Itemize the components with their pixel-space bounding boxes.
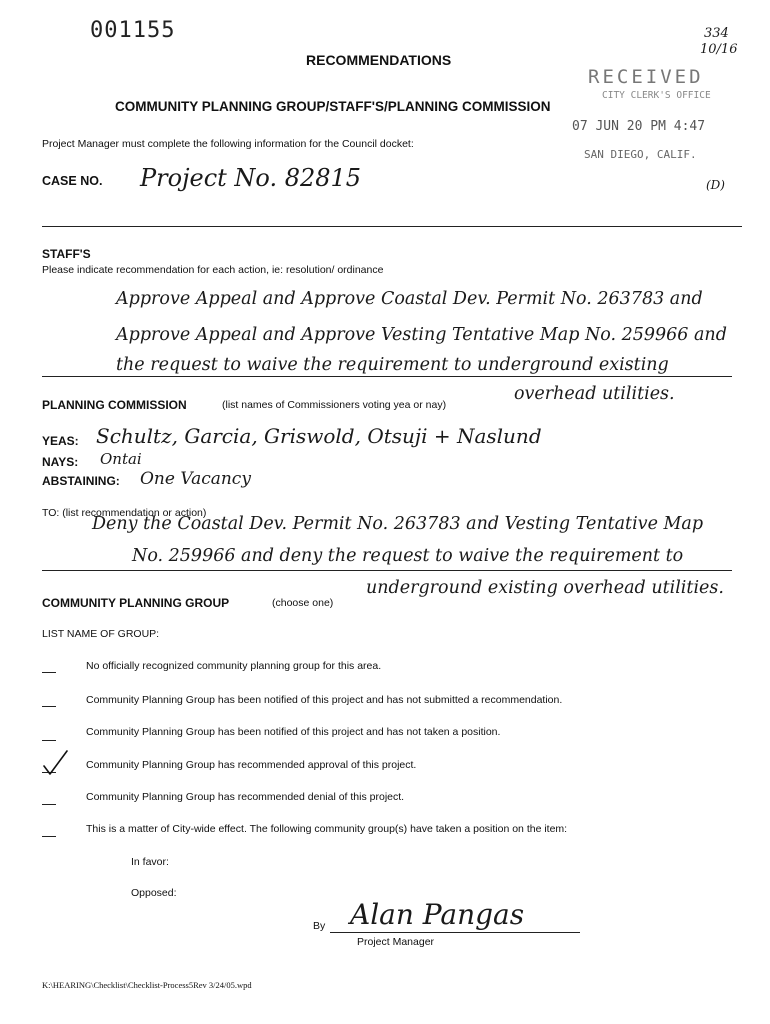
staff-recommendation-line-4: overhead utilities. [514, 384, 675, 404]
planning-commission-instruction: (list names of Commissioners voting yea or nay) [222, 399, 447, 411]
received-stamp-city: SAN DIEGO, CALIF. [584, 148, 697, 161]
corner-note-1: 334 [704, 26, 729, 41]
option-1-text: No officially recognized community planning group for this area. [86, 660, 382, 672]
in-favor-label: In favor: [131, 856, 169, 868]
to-underline [42, 570, 732, 571]
page-title: RECOMMENDATIONS [306, 52, 452, 68]
staff-underline [42, 376, 732, 377]
to-label: TO: (list recommendation or action) [42, 507, 207, 519]
option-2-text: Community Planning Group has been notified of this project and has not submitted a recommendation. [86, 694, 563, 706]
abstaining-value: One Vacancy [140, 469, 251, 489]
received-stamp-office: CITY CLERK'S OFFICE [602, 90, 711, 101]
yeas-label: YEAS: [42, 434, 79, 448]
option-1-blank[interactable] [42, 672, 56, 673]
opposed-label: Opposed: [131, 887, 177, 899]
signature-role: Project Manager [357, 936, 435, 948]
option-2-blank[interactable] [42, 706, 56, 707]
document-number: 001155 [90, 18, 176, 43]
case-no-label: CASE NO. [42, 174, 103, 188]
checkmark-icon [40, 748, 70, 778]
case-mark: (D) [706, 178, 725, 192]
footer-path: K:\HEARING\Checklist\Checklist-Process5Rev 3/24/05.wpd [42, 980, 252, 990]
staff-recommendation-line-3: the request to waive the requirement to underground existing [116, 355, 669, 375]
yeas-value: Schultz, Garcia, Griswold, Otsuji + Naslund [96, 424, 542, 448]
list-name-of-group: LIST NAME OF GROUP: [42, 628, 160, 640]
received-stamp-date: 07 JUN 20 PM 4:47 [572, 119, 706, 134]
option-6-blank[interactable] [42, 836, 56, 837]
docket-instruction: Project Manager must complete the following information for the Council docket: [42, 138, 414, 150]
option-3-blank[interactable] [42, 740, 56, 741]
choose-one-note: (choose one) [272, 597, 334, 609]
signature: Alan Pangas [350, 898, 525, 931]
community-planning-group-heading: COMMUNITY PLANNING GROUP [42, 596, 230, 610]
option-3-text: Community Planning Group has been notified of this project and has not taken a position. [86, 726, 501, 738]
abstaining-label: ABSTAINING: [42, 474, 120, 488]
staff-recommendation-line-1: Approve Appeal and Approve Coastal Dev. Permit No. 263783 and [116, 289, 703, 309]
nays-value: Ontai [100, 450, 142, 468]
planning-commission-heading: PLANNING COMMISSION [42, 398, 187, 412]
option-5-blank[interactable] [42, 804, 56, 805]
option-6-text: This is a matter of City-wide effect. The following community group(s) have taken a position on the item: [86, 823, 568, 835]
corner-note-2: 10/16 [700, 42, 738, 57]
to-recommendation-line-2: No. 259966 and deny the request to waive the requirement to [132, 546, 684, 566]
option-4-text: Community Planning Group has recommended approval of this project. [86, 759, 417, 771]
to-recommendation-line-1: Deny the Coastal Dev. Permit No. 263783 and Vesting Tentative Map [92, 514, 704, 534]
signature-by-label: By [313, 920, 326, 932]
case-no-value: Project No. 82815 [140, 164, 362, 192]
option-5-text: Community Planning Group has recommended denial of this project. [86, 791, 405, 803]
nays-label: NAYS: [42, 455, 79, 469]
signature-line [330, 932, 580, 933]
received-stamp: RECEIVED [588, 66, 704, 88]
to-recommendation-line-3: underground existing overhead utilities. [366, 578, 724, 598]
staff-heading: STAFF'S [42, 247, 91, 261]
staff-instruction: Please indicate recommendation for each action, ie: resolution/ ordinance [42, 264, 384, 276]
staff-recommendation-line-2: Approve Appeal and Approve Vesting Tentative Map No. 259966 and [116, 325, 727, 345]
case-underline [42, 226, 742, 227]
form-subtitle: COMMUNITY PLANNING GROUP/STAFF'S/PLANNING COMMISSION [115, 99, 551, 114]
